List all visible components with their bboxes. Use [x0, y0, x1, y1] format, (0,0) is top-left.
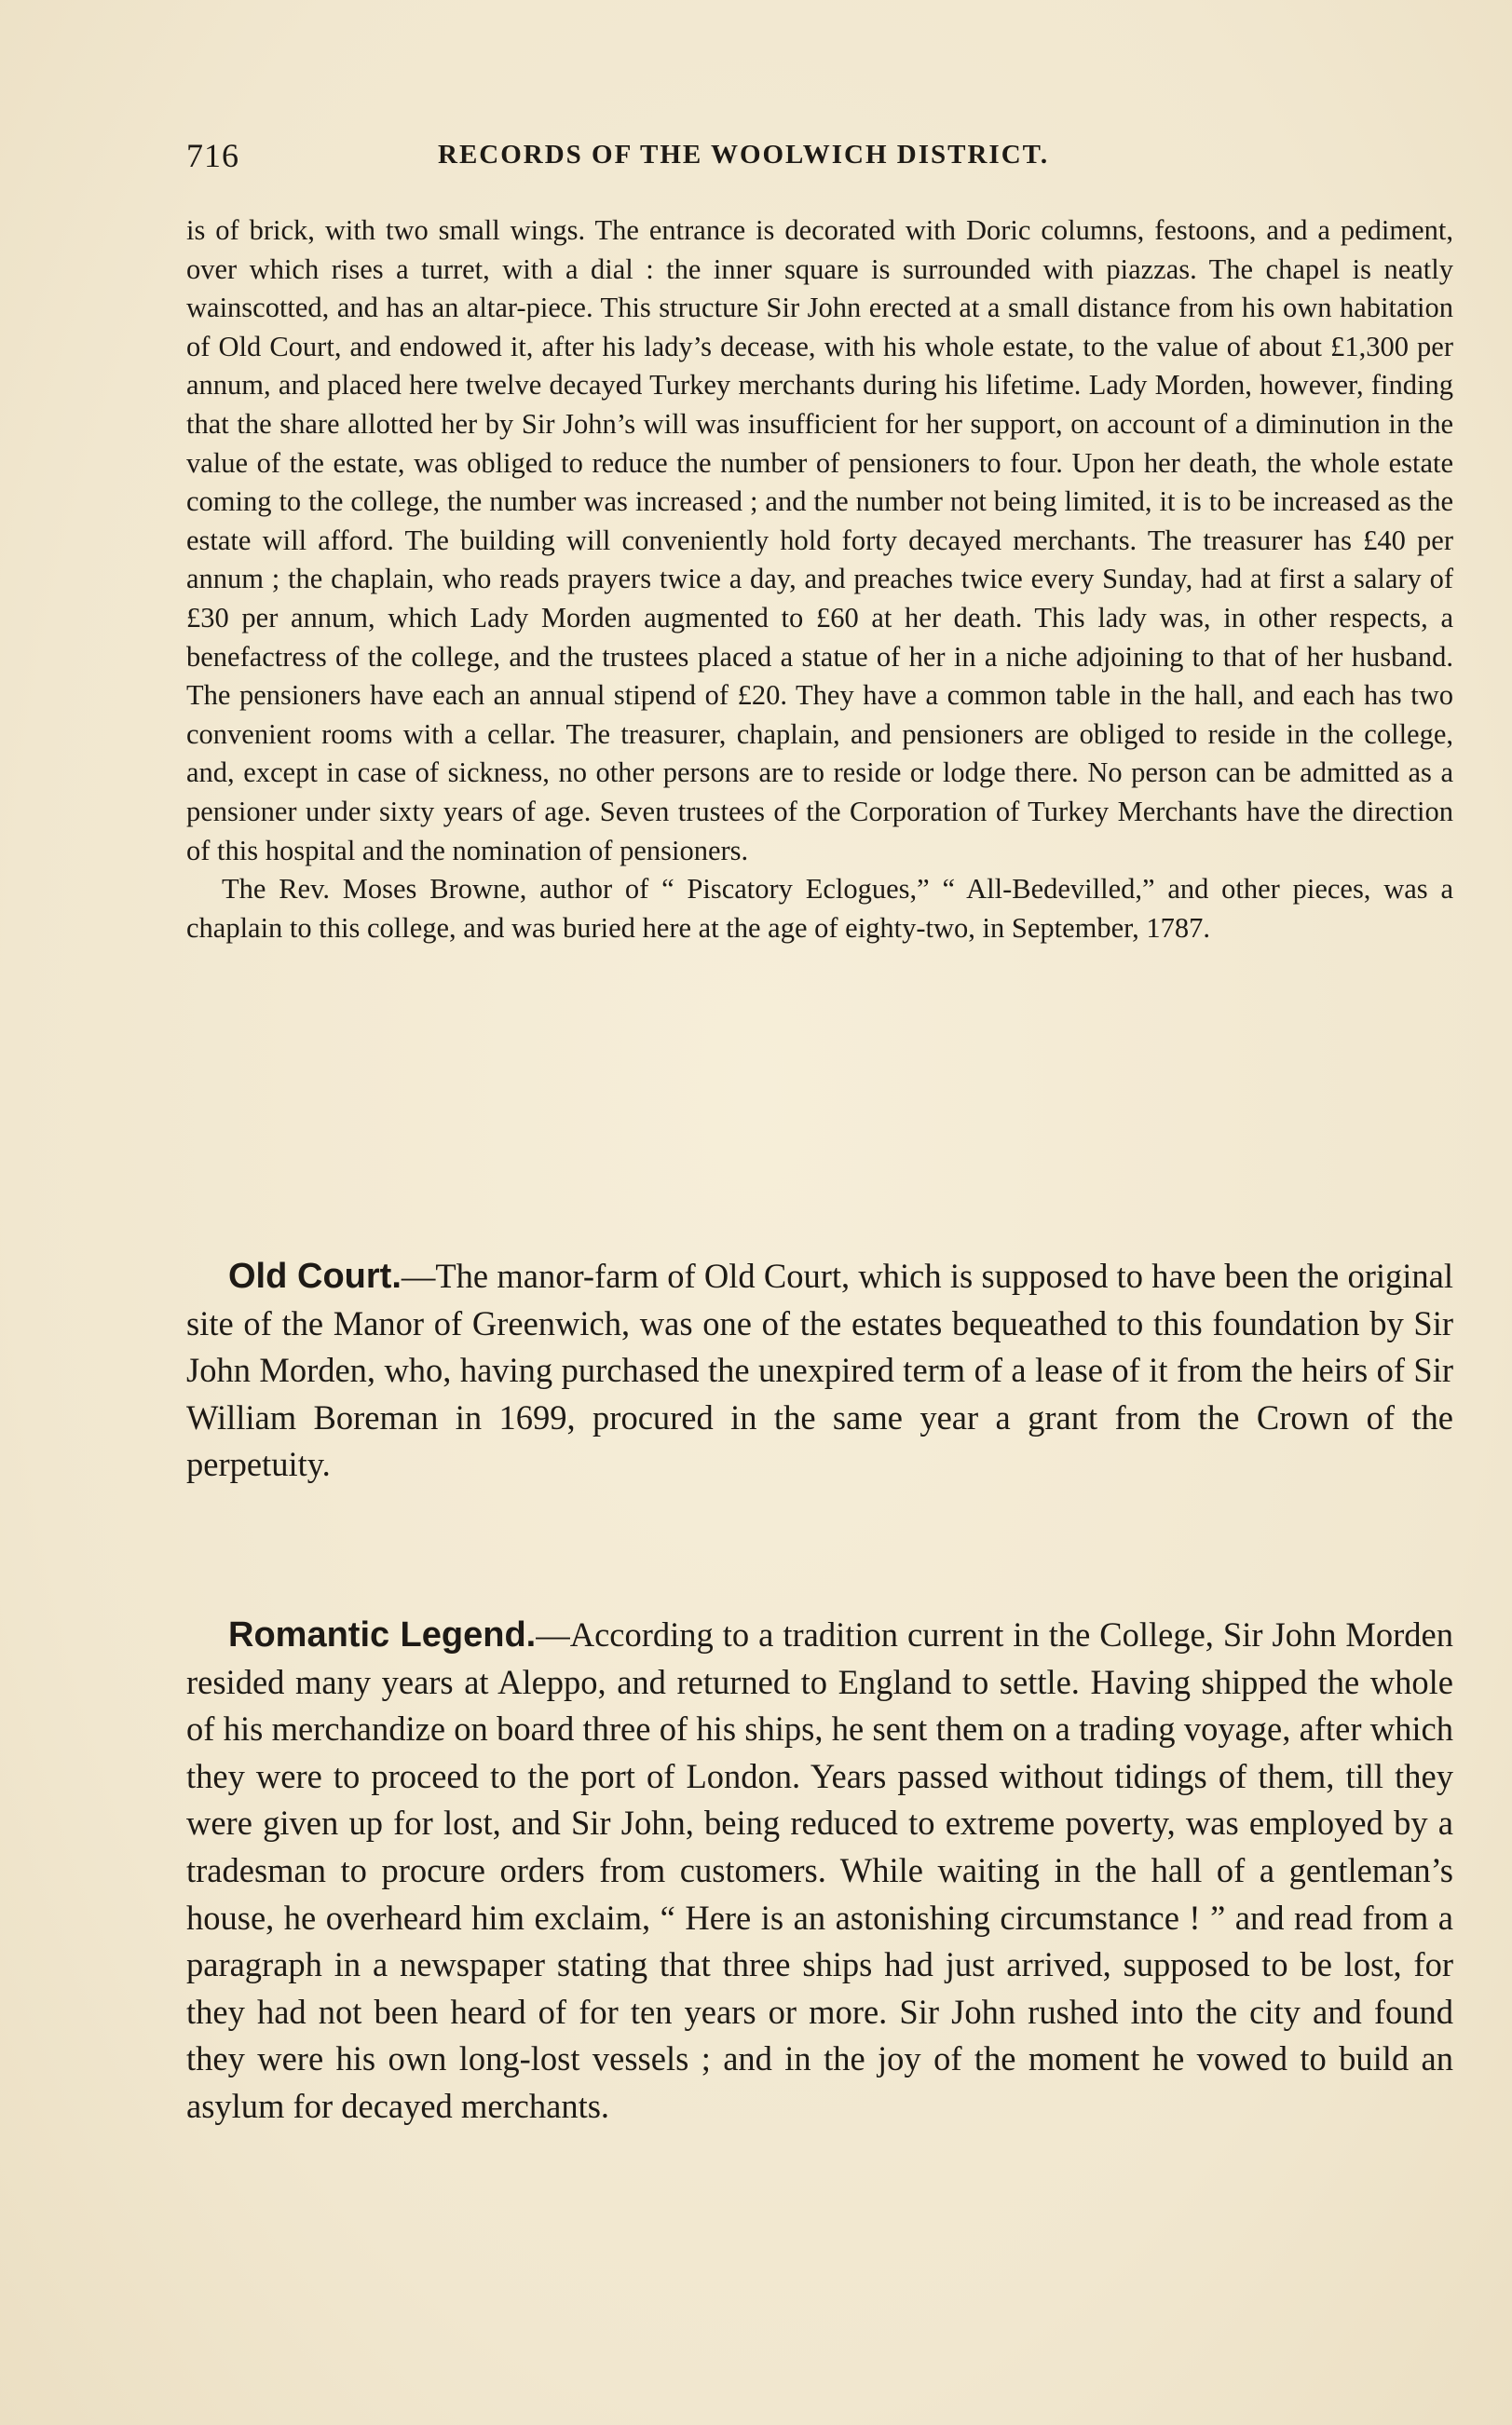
paragraph-college-description: is of brick, with two small wings. The entrance is decorated with Doric columns, festoons, and a pediment, over which rises a turret, with a dial : the inner square is surrounded with piazzas. The chapel is neatly wainscotted, and has an altar-piece. This structure Sir John erected at a small distance from his own habitation of Old Court, and endowed it, after his lady’s decease, with his whole estate, to the value of about £1,300 per annum, and placed here twelve decayed Turkey merchants during his lifetime. Lady Morden, however, finding that the share allotted her by Sir John’s will was insufficient for her support, on account of a diminution in the value of the estate, was obliged to reduce the number of pensioners to four. Upon her death, the whole estate coming to the college, the number was increased ; and the number not being limited, it is to be increased as the estate will afford. The building will conveniently hold forty decayed merchants. The treasurer has £40 per annum ; the chaplain, who reads prayers twice a day, and preaches twice every Sunday, had at first a salary of £30 per annum, which Lady Morden augmented to £60 at her death. This lady was, in other respects, a benefactress of the college, and the trustees placed a statue of her in a niche adjoining to that of her husband. The pensioners have each an annual stipend of £20. They have a common table in the hall, and each has two convenient rooms with a cellar. The treasurer, chaplain, and pensioners are obliged to reside in the college, and, except in case of sickness, no other persons are to reside or lodge there. No person can be admitted as a pensioner under sixty years of age. Seven trustees of the Corporation of Turkey Merchants have the direction of this hospital and the nomination of pensioners.	[186, 214, 1453, 866]
romantic-legend-heading: Romantic Legend.	[228, 1615, 537, 1655]
old-court-paragraph	[186, 1253, 1453, 1489]
romantic-legend-text: —According to a tradition current in the College, Sir John Morden resided many years at Aleppo, and returned to England to settle. Having shipped the whole of his merchandize on board three of his ships, he sent them on a trading voyage, after which they were to proceed to the port of London. Years passed without tidings of them, till they were given up for lost, and Sir John, being reduced to extreme poverty, was employed by a tradesman to procure orders from customers. While waiting in the hall of a gentleman’s house, he overheard him exclaim, “ Here is an astonishing circumstance ! ” and read from a paragraph in a newspaper stating that three ships had just arrived, supposed to be lost, for they had not been heard of for ten years or more. Sir John rushed into the city and found they were his own long-lost vessels ; and in the joy of the moment he vowed to build an asylum for decayed merchants.	[186, 1615, 1453, 2125]
running-head	[186, 136, 1239, 177]
body-text	[186, 211, 1453, 947]
old-court-heading: Old Court.	[228, 1257, 402, 1296]
section-romantic-legend	[186, 1612, 1453, 2131]
section-old-court	[186, 1253, 1453, 1489]
page-number: 716	[186, 137, 239, 174]
old-court-text: —The manor-farm of Old Court, which is supposed to have been the original site of the Manor of Greenwich, was one of the estates bequeathed to this foundation by Sir John Morden, who, having purchased the unexpired term of a lease of it from the heirs of Sir William Boreman in 1699, procured in the same year a grant from the Crown of the perpetuity.	[186, 1257, 1453, 1484]
romantic-legend-paragraph	[186, 1612, 1453, 2131]
paragraph-moses-browne: The Rev. Moses Browne, author of “ Piscatory Eclogues,” “ All-Bedevilled,” and other pieces, was a chaplain to this college, and was buried here at the age of eighty-two, in September, 1787.	[186, 873, 1453, 944]
running-title: RECORDS OF THE WOOLWICH DISTRICT.	[438, 140, 1050, 170]
